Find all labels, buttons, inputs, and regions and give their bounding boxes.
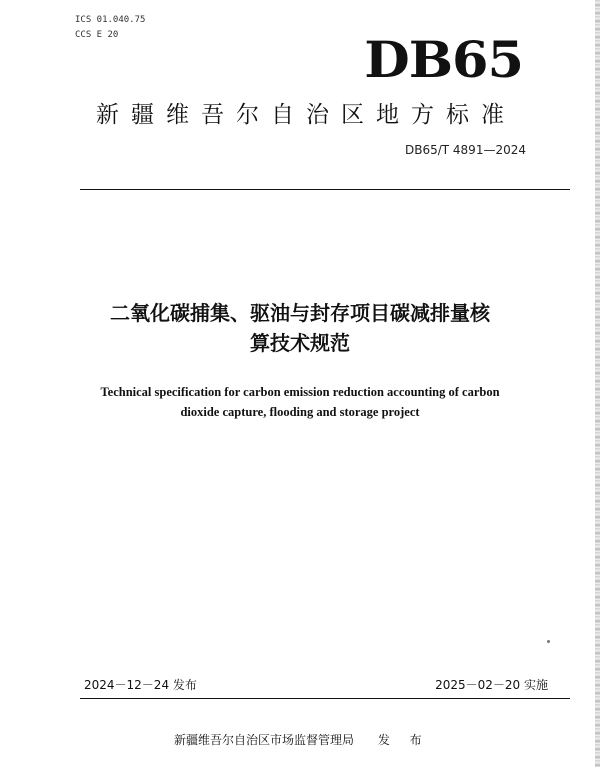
ics-code: ICS 01.040.75 — [75, 15, 146, 25]
implementation-date: 2025－02－20 实施 — [435, 678, 548, 692]
publisher-name: 新疆维吾尔自治区市场监督管理局 — [174, 733, 355, 747]
english-title-line-2: dioxide capture, flooding and storage project — [180, 405, 420, 419]
bottom-divider — [80, 698, 570, 699]
db65-logo — [364, 30, 523, 89]
publisher-line — [174, 731, 430, 748]
chinese-title-line-1: 二氧化碳捕集、驱油与封存项目碳减排量核 — [110, 301, 490, 325]
publication-date: 2024－12－24 发布 — [84, 678, 197, 692]
top-divider — [80, 189, 570, 190]
chinese-title — [0, 298, 600, 358]
publish-action: 发 布 — [377, 733, 430, 747]
standard-number: DB65/T 4891—2024 — [404, 143, 526, 157]
ccs-code: CCS E 20 — [75, 30, 119, 40]
english-title — [0, 382, 600, 422]
english-title-line-1: Technical specification for carbon emission reduction accounting of carbon — [100, 385, 500, 399]
standard-type-heading: 新疆维吾尔自治区地方标准 — [96, 102, 516, 128]
logo-text: DB65 — [364, 30, 523, 89]
scan-edge-artifact — [595, 0, 600, 767]
chinese-title-line-2: 算技术规范 — [250, 331, 350, 355]
classification-codes — [75, 13, 145, 43]
scan-speck — [547, 640, 550, 643]
